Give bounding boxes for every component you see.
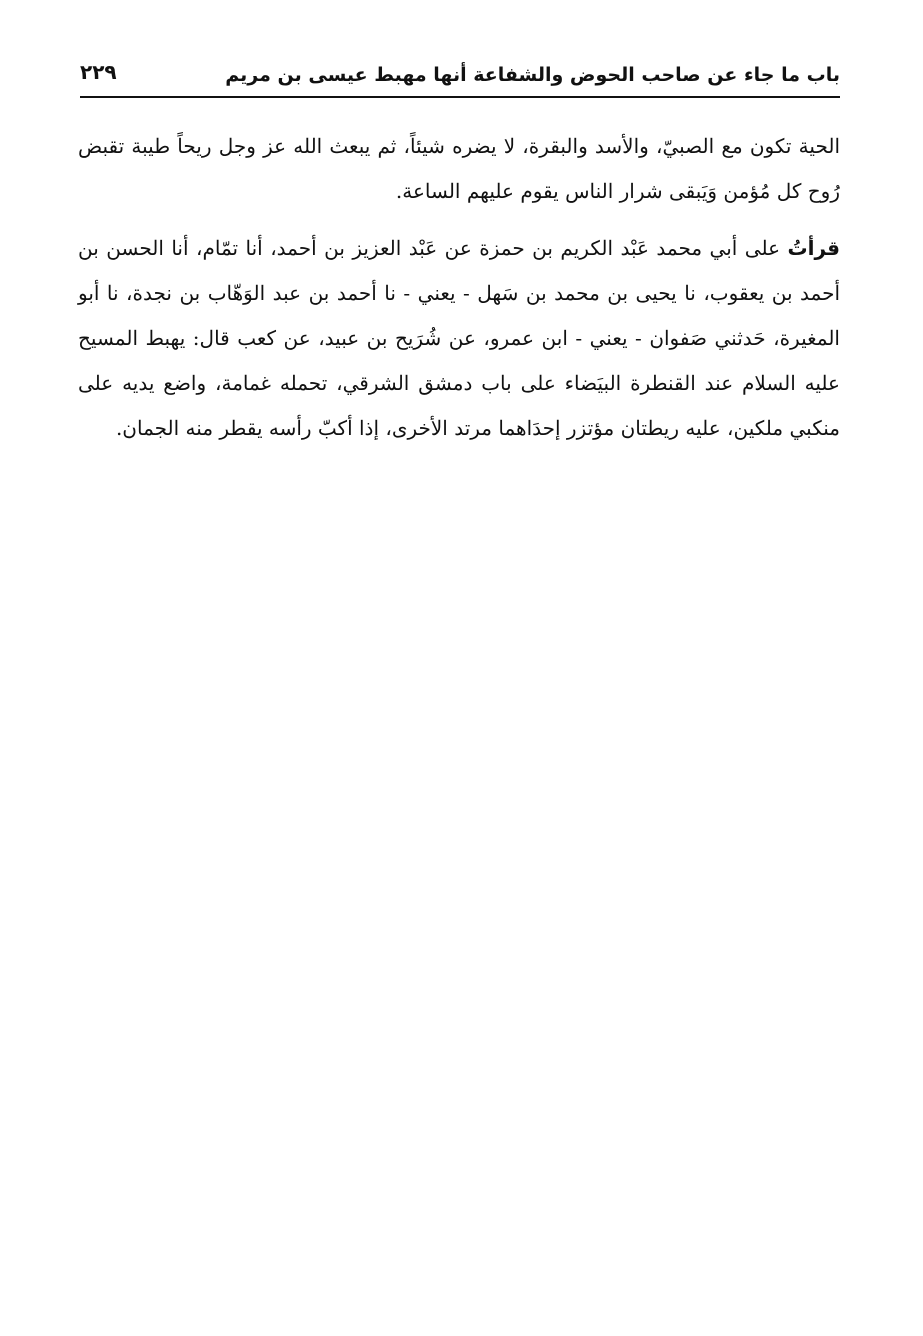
paragraph-2-text: على أبي محمد عَبْد الكريم بن حمزة عن عَبْد العزيز بن أحمد، أنا تمّام، أنا الحسن بن أحمد بن يعقوب، نا يحيى بن محمد بن سَهل - يعني - نا أحمد بن عبد الوَهّاب بن نجدة، نا أبو المغيرة، حَدثني صَفوان - يعني - ابن عمرو، عن شُرَيح بن عبيد، عن كعب قال: يهبط المسيح عليه السلام عند القنطرة البيَضاء على باب دمشق الشرقي، تحمله غمامة، واضع يديه على منكبي ملكين، عليه ريطتان مؤتزر إحدَاهما مرتد الأخرى، إذا أكبّ رأسه يقطر منه الجمان. [78,236,840,440]
body-text [78,124,840,451]
paragraph-1: الحية تكون مع الصبيّ، والأسد والبقرة، لا يضره شيئاً، ثم يبعث الله عز وجل ريحاً طيبة تقبض رُوح كل مُؤمن وَيَبقى شرار الناس يقوم عليهم الساعة. [78,134,840,203]
running-header [80,58,840,96]
paragraph-2-lead: قرأتُ [787,236,840,260]
chapter-title: باب ما جاء عن صاحب الحوض والشفاعة أنها مهبط عيسى بن مريم [225,64,840,86]
header-divider [80,96,840,98]
paragraph-2 [78,226,840,451]
page-number: ٢٢٩ [80,60,117,84]
